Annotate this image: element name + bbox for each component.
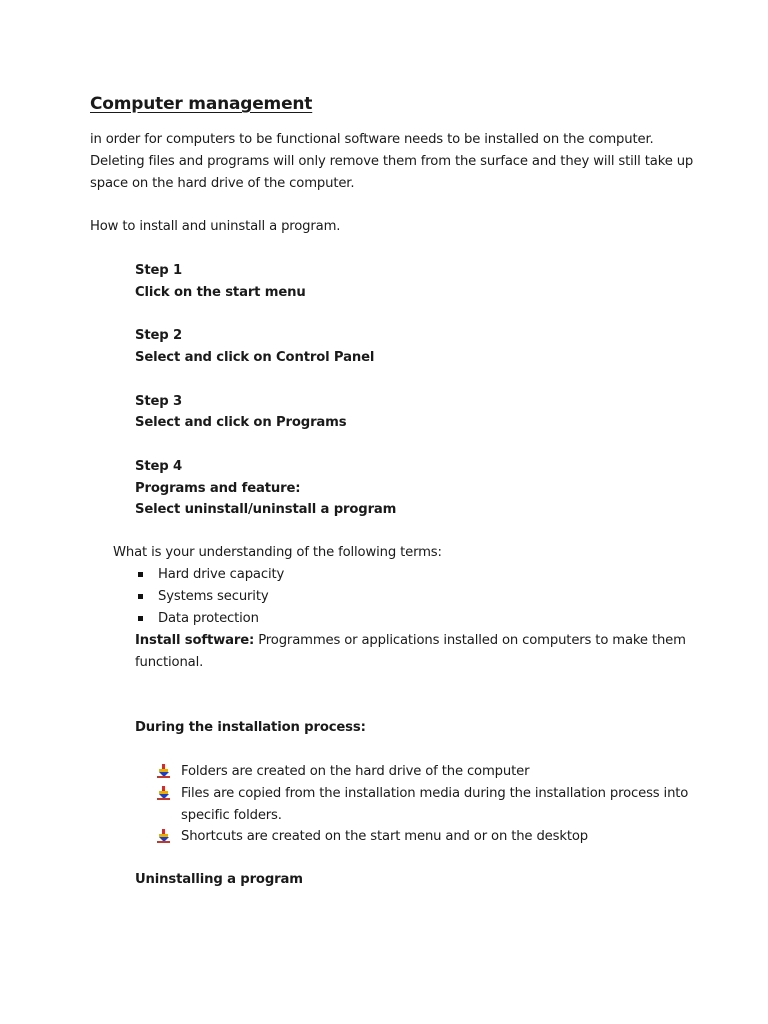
step-heading: Step 2	[135, 328, 183, 344]
terms-list	[135, 564, 284, 629]
install-definition	[135, 630, 686, 674]
during-heading: During the installation process:	[135, 720, 366, 735]
step-text: Click on the start menu	[135, 284, 306, 300]
step-text: Select and click on Control Panel	[135, 350, 375, 366]
arrow-bullet-icon	[157, 829, 171, 843]
howto-line: How to install and uninstall a program.	[90, 219, 341, 234]
terms-question: What is your understanding of the following terms:	[113, 545, 442, 560]
arrow-bullet-icon	[157, 786, 171, 800]
list-item	[157, 761, 677, 783]
install-label: Install software:	[135, 633, 255, 648]
process-text: Folders are created on the hard drive of the computer	[181, 764, 530, 779]
install-text-cont: functional.	[135, 654, 204, 670]
step-text: Select uninstall/uninstall a program	[135, 502, 397, 518]
term-label: Hard drive capacity	[158, 567, 285, 582]
arrow-bullet-icon	[157, 764, 171, 778]
step-heading: Step 4	[135, 458, 183, 474]
steps-list	[135, 260, 695, 521]
process-text: Files are copied from the installation media during the installation process into	[181, 785, 689, 801]
square-bullet-icon	[138, 616, 143, 621]
step-text: Programs and feature:	[135, 480, 301, 496]
process-list	[157, 761, 689, 848]
step-heading: Step 3	[135, 393, 183, 409]
term-label: Systems security	[158, 588, 269, 604]
square-bullet-icon	[138, 594, 143, 599]
term-label: Data protection	[158, 610, 259, 626]
page-title: Computer management	[90, 94, 313, 114]
square-bullet-icon	[138, 572, 143, 577]
step-text: Select and click on Programs	[135, 415, 347, 431]
intro-line: space on the hard drive of the computer.	[90, 175, 355, 191]
intro-paragraph	[90, 129, 694, 194]
step-heading: Step 1	[135, 263, 183, 278]
intro-line: in order for computers to be functional software needs to be installed on the computer.	[90, 132, 654, 147]
install-text: Programmes or applications installed on computers to make them	[254, 633, 686, 648]
list-item	[135, 608, 284, 630]
process-text: specific folders.	[181, 807, 282, 823]
list-item	[135, 586, 284, 608]
process-text: Shortcuts are created on the start menu and or on the desktop	[181, 829, 588, 845]
uninstall-heading: Uninstalling a program	[135, 872, 303, 887]
list-item	[157, 826, 677, 848]
list-item	[135, 564, 284, 586]
list-item	[157, 783, 689, 827]
intro-line: Deleting files and programs will only remove them from the surface and they will still take up	[90, 153, 694, 169]
